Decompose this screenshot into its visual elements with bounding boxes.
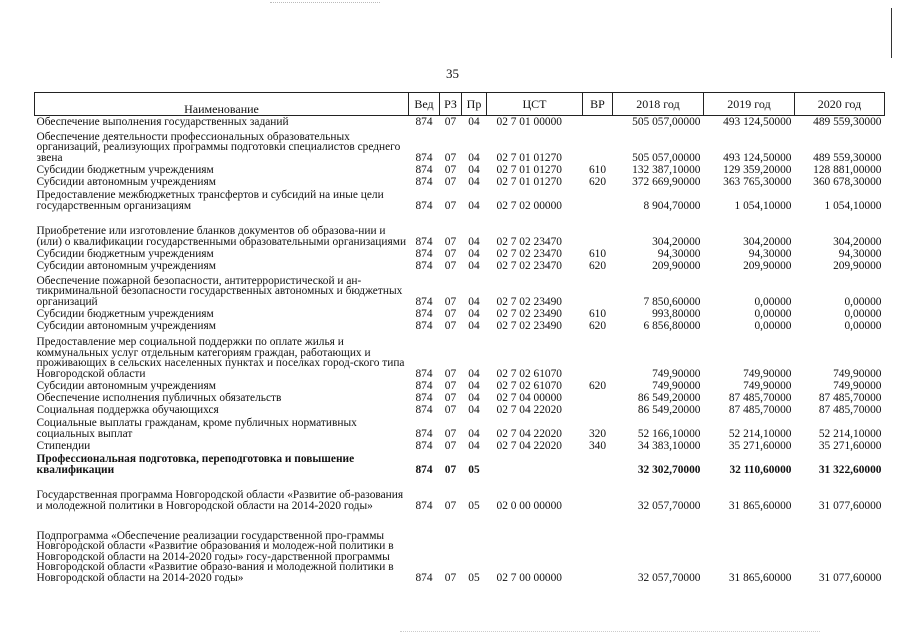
row-2018: 52 166,10000 xyxy=(637,427,701,440)
scan-artifact-bottom xyxy=(400,631,820,635)
row-2019: 1 054,10000 xyxy=(734,199,792,212)
row-vr: 610 xyxy=(588,307,607,320)
row-rz: 07 xyxy=(444,175,457,188)
row-2019: 31 865,60000 xyxy=(728,571,792,584)
row-vr: 620 xyxy=(588,379,607,392)
row-ved: 874 xyxy=(415,379,433,392)
row-rz: 07 xyxy=(444,235,457,248)
row-rz: 07 xyxy=(444,427,457,440)
row-2020: 31 077,60000 xyxy=(818,571,882,584)
row-name: Обеспечение выполнения государственных заданий xyxy=(36,115,289,128)
row-name: Приобретение или изготовление бланков документов об образова-нии и (или) о квалификации государственными образовательными организациями xyxy=(36,225,407,248)
row-2018: 6 856,80000 xyxy=(643,319,701,332)
row-2020: 749,90000 xyxy=(833,379,882,392)
row-ved: 874 xyxy=(415,427,433,440)
row-2020: 0,00000 xyxy=(844,295,882,308)
row-cst: 02 0 00 00000 xyxy=(496,499,562,512)
scan-artifact-top xyxy=(270,2,380,7)
row-vr: 320 xyxy=(588,427,607,440)
row-cst: 02 7 01 01270 xyxy=(496,175,562,188)
row-2019: 129 359,20000 xyxy=(723,163,792,176)
row-rz: 07 xyxy=(444,115,457,128)
row-rz: 07 xyxy=(444,307,457,320)
header-pr: Пр xyxy=(462,93,487,116)
row-name: Субсидии бюджетным учреждениям xyxy=(36,163,214,176)
row-2020: 0,00000 xyxy=(844,307,882,320)
row-rz: 07 xyxy=(444,259,457,272)
row-rz: 07 xyxy=(444,439,457,452)
row-pr: 04 xyxy=(468,307,480,320)
row-name: Социальные выплаты гражданам, кроме публичных нормативных социальных выплат xyxy=(36,417,357,440)
row-2019: 94,30000 xyxy=(748,247,792,260)
row-cst: 02 7 02 00000 xyxy=(496,199,562,212)
row-vr: 610 xyxy=(588,247,607,260)
table-row xyxy=(35,308,885,320)
row-pr: 04 xyxy=(468,367,480,380)
row-2020: 35 271,60000 xyxy=(818,439,882,452)
row-2020: 304,20000 xyxy=(833,235,882,248)
header-vr: ВР xyxy=(583,93,613,116)
row-pr: 04 xyxy=(468,259,480,272)
row-name: Подпрограмма «Обеспечение реализации государственной про-граммы Новгородской области «Развитие образования и молодеж-ной политики в Новгородской области на 2014-2020 годы» госу-дарственной программы Новгородской области «Развитие образо-вания и молодежной политики в Новгородской области на 2014-2020 годы» xyxy=(36,529,394,584)
row-2019: 0,00000 xyxy=(754,319,792,332)
row-pr: 04 xyxy=(468,115,480,128)
row-rz: 07 xyxy=(444,151,457,164)
row-pr: 04 xyxy=(468,379,480,392)
row-name: Профессиональная подготовка, переподготовка и повышение квалификации xyxy=(36,453,355,476)
row-ved: 874 xyxy=(415,259,433,272)
row-rz: 07 xyxy=(444,247,457,260)
row-vr: 340 xyxy=(588,439,607,452)
row-2018: 86 549,20000 xyxy=(637,403,701,416)
row-rz: 07 xyxy=(444,379,457,392)
row-name: Социальная поддержка обучающихся xyxy=(36,403,219,416)
row-2018: 34 383,10000 xyxy=(637,439,701,452)
row-cst: 02 7 01 01270 xyxy=(496,163,562,176)
row-2019: 209,90000 xyxy=(743,259,792,272)
table-row xyxy=(35,320,885,332)
row-vr xyxy=(583,452,613,476)
row-name: Субсидии автономным учреждениям xyxy=(36,175,216,188)
row-2019: 31 865,60000 xyxy=(728,499,792,512)
table-body xyxy=(35,116,885,584)
row-pr: 04 xyxy=(468,439,480,452)
row-ved: 874 xyxy=(415,367,433,380)
row-rz: 07 xyxy=(444,499,457,512)
row-2020: 1 054,10000 xyxy=(824,199,882,212)
row-rz: 07 xyxy=(444,319,457,332)
row-ved: 874 xyxy=(415,235,433,248)
row-name: Субсидии автономным учреждениям xyxy=(36,319,216,332)
row-name: Предоставление мер социальной поддержки по оплате жилья и коммунальных услуг отдельным категориям граждан, работающих и проживающих в сельских населенных пунктах и поселках город-ского типа Новгородской области xyxy=(36,336,405,380)
row-vr xyxy=(583,512,613,584)
table-row xyxy=(35,188,885,212)
header-name: Наименование xyxy=(35,93,409,116)
row-2018: 304,20000 xyxy=(652,235,701,248)
row-2018: 7 850,60000 xyxy=(643,295,701,308)
row-name: Субсидии бюджетным учреждениям xyxy=(36,247,214,260)
row-rz: 07 xyxy=(444,403,457,416)
row-vr: 620 xyxy=(588,319,607,332)
row-cst: 02 7 02 23470 xyxy=(496,247,562,260)
row-pr: 05 xyxy=(468,463,480,476)
row-2019: 304,20000 xyxy=(743,235,792,248)
table-header-row xyxy=(35,93,885,116)
row-cst: 02 7 00 00000 xyxy=(496,571,562,584)
row-2019: 749,90000 xyxy=(743,379,792,392)
row-name: Обеспечение исполнения публичных обязательств xyxy=(36,391,282,404)
row-2020: 52 214,10000 xyxy=(818,427,882,440)
row-ved: 874 xyxy=(415,295,433,308)
table-row xyxy=(35,164,885,176)
row-pr: 04 xyxy=(468,235,480,248)
row-pr: 04 xyxy=(468,163,480,176)
table-row xyxy=(35,416,885,440)
row-2018: 505 057,00000 xyxy=(632,115,701,128)
row-name: Субсидии бюджетным учреждениям xyxy=(36,307,214,320)
row-name: Субсидии автономным учреждениям xyxy=(36,259,216,272)
row-2018: 749,90000 xyxy=(652,367,701,380)
table-row xyxy=(35,512,885,584)
row-vr xyxy=(583,404,613,416)
row-2018: 32 057,70000 xyxy=(637,571,701,584)
header-cst: ЦСТ xyxy=(487,93,583,116)
page-number: 35 xyxy=(446,66,459,81)
table-row xyxy=(35,176,885,188)
table-row xyxy=(35,260,885,272)
row-vr xyxy=(583,212,613,248)
row-2019: 493 124,50000 xyxy=(723,115,792,128)
budget-table xyxy=(34,92,885,584)
row-2018: 209,90000 xyxy=(652,259,701,272)
row-vr xyxy=(583,392,613,404)
row-pr: 04 xyxy=(468,175,480,188)
row-cst: 02 7 02 23490 xyxy=(496,307,562,320)
row-2018: 8 904,70000 xyxy=(643,199,701,212)
row-vr xyxy=(583,128,613,164)
row-pr: 04 xyxy=(468,403,480,416)
row-name: Государственная программа Новгородской области «Развитие об-разования и молодежной политики в Новгородской области на 2014-2020 годы» xyxy=(36,489,404,512)
row-2019: 35 271,60000 xyxy=(728,439,792,452)
row-cst: 02 7 02 23490 xyxy=(496,319,562,332)
row-rz: 07 xyxy=(444,295,457,308)
table-row xyxy=(35,212,885,248)
row-rz: 07 xyxy=(444,367,457,380)
row-rz: 07 xyxy=(444,199,457,212)
row-pr: 05 xyxy=(468,499,480,512)
row-2020: 128 881,00000 xyxy=(813,163,882,176)
row-2020: 749,90000 xyxy=(833,367,882,380)
row-cst: 02 7 02 23470 xyxy=(496,235,562,248)
header-ved: Вед xyxy=(409,93,440,116)
table-row xyxy=(35,128,885,164)
row-pr: 04 xyxy=(468,319,480,332)
row-2018: 86 549,20000 xyxy=(637,391,701,404)
row-cst: 02 7 04 00000 xyxy=(496,391,562,404)
row-cst: 02 7 04 22020 xyxy=(496,427,562,440)
row-cst: 02 7 02 23490 xyxy=(496,295,562,308)
row-pr: 04 xyxy=(468,391,480,404)
row-pr: 04 xyxy=(468,247,480,260)
row-ved: 874 xyxy=(415,175,433,188)
row-2018: 132 387,10000 xyxy=(632,163,701,176)
row-vr xyxy=(583,476,613,512)
row-2020: 87 485,70000 xyxy=(818,403,882,416)
row-ved: 874 xyxy=(415,391,433,404)
row-cst: 02 7 04 22020 xyxy=(496,439,562,452)
row-2019: 749,90000 xyxy=(743,367,792,380)
row-2020: 489 559,30000 xyxy=(813,151,882,164)
row-vr xyxy=(583,272,613,308)
row-2019: 493 124,50000 xyxy=(723,151,792,164)
row-2020: 0,00000 xyxy=(844,319,882,332)
header-2020: 2020 год xyxy=(795,93,885,116)
header-2018: 2018 год xyxy=(613,93,704,116)
row-cst: 02 7 01 00000 xyxy=(496,115,562,128)
row-ved: 874 xyxy=(415,403,433,416)
row-rz: 07 xyxy=(444,463,457,476)
row-2018: 505 057,00000 xyxy=(632,151,701,164)
row-2020: 360 678,30000 xyxy=(813,175,882,188)
row-ved: 874 xyxy=(415,151,433,164)
header-rz: РЗ xyxy=(440,93,462,116)
table-row xyxy=(35,380,885,392)
row-vr: 620 xyxy=(588,175,607,188)
row-cst xyxy=(487,452,583,476)
row-pr: 04 xyxy=(468,151,480,164)
row-2018: 94,30000 xyxy=(657,247,701,260)
row-name: Субсидии автономным учреждениям xyxy=(36,379,216,392)
table-row xyxy=(35,248,885,260)
table-row xyxy=(35,392,885,404)
row-cst: 02 7 02 23470 xyxy=(496,259,562,272)
row-2018: 749,90000 xyxy=(652,379,701,392)
row-vr xyxy=(583,332,613,380)
table-row xyxy=(35,116,885,128)
row-2018: 32 302,70000 xyxy=(637,463,701,476)
row-ved: 874 xyxy=(415,499,433,512)
row-rz: 07 xyxy=(444,163,457,176)
row-vr xyxy=(583,188,613,212)
row-2019: 32 110,60000 xyxy=(729,463,792,476)
header-2019: 2019 год xyxy=(704,93,795,116)
row-cst: 02 7 04 22020 xyxy=(496,403,562,416)
table-row xyxy=(35,332,885,380)
row-ved: 874 xyxy=(415,247,433,260)
row-cst: 02 7 02 61070 xyxy=(496,379,562,392)
row-2019: 87 485,70000 xyxy=(728,391,792,404)
row-ved: 874 xyxy=(415,163,433,176)
row-2019: 52 214,10000 xyxy=(728,427,792,440)
row-2018: 993,80000 xyxy=(652,307,701,320)
table-row xyxy=(35,452,885,476)
row-2020: 209,90000 xyxy=(833,259,882,272)
row-ved: 874 xyxy=(415,439,433,452)
row-ved: 874 xyxy=(415,571,433,584)
row-2018: 32 057,70000 xyxy=(637,499,701,512)
row-2019: 0,00000 xyxy=(754,307,792,320)
row-pr: 04 xyxy=(468,199,480,212)
row-ved: 874 xyxy=(415,319,433,332)
table-row xyxy=(35,272,885,308)
row-ved: 874 xyxy=(415,307,433,320)
row-name: Обеспечение пожарной безопасности, антитеррористической и ан-тикриминальной безопасности государственных автономных и бюджетных организаций xyxy=(36,274,403,308)
row-pr: 04 xyxy=(468,295,480,308)
row-2020: 87 485,70000 xyxy=(818,391,882,404)
row-vr: 620 xyxy=(588,259,607,272)
row-ved: 874 xyxy=(415,115,433,128)
row-vr: 610 xyxy=(588,163,607,176)
row-2020: 94,30000 xyxy=(838,247,882,260)
row-pr: 04 xyxy=(468,427,480,440)
row-2018: 372 669,90000 xyxy=(632,175,701,188)
page-edge-line xyxy=(891,8,892,58)
row-2020: 31 077,60000 xyxy=(818,499,882,512)
row-name: Предоставление межбюджетных трансфертов и субсидий на иные цели государственным организациям xyxy=(36,189,384,212)
row-name: Стипендии xyxy=(36,439,91,452)
table-row xyxy=(35,404,885,416)
row-ved: 874 xyxy=(415,199,433,212)
row-2019: 0,00000 xyxy=(754,295,792,308)
row-rz: 07 xyxy=(444,571,457,584)
row-2019: 87 485,70000 xyxy=(728,403,792,416)
row-cst: 02 7 02 61070 xyxy=(496,367,562,380)
row-vr xyxy=(583,116,613,128)
row-2020: 31 322,60000 xyxy=(818,463,882,476)
row-2019: 363 765,30000 xyxy=(723,175,792,188)
table-row xyxy=(35,476,885,512)
row-pr: 05 xyxy=(468,571,480,584)
row-cst: 02 7 01 01270 xyxy=(496,151,562,164)
row-name: Обеспечение деятельности профессиональных образовательных организаций, реализующих программы подготовки специалистов среднего звена xyxy=(36,130,401,164)
table-row xyxy=(35,440,885,452)
row-2020: 489 559,30000 xyxy=(813,115,882,128)
row-ved: 874 xyxy=(415,463,433,476)
row-rz: 07 xyxy=(444,391,457,404)
